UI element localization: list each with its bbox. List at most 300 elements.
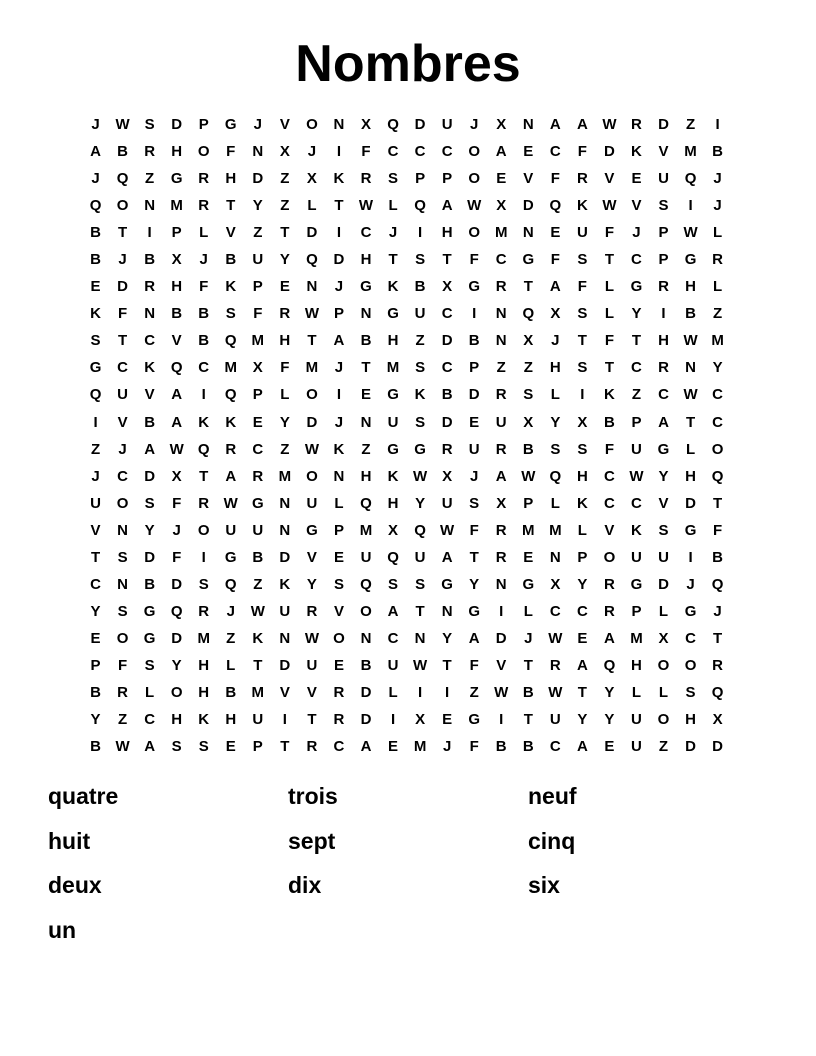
grid-letter: D — [252, 170, 264, 188]
grid-letter: A — [171, 413, 183, 431]
grid-letter: Q — [711, 467, 724, 485]
grid-letter: R — [495, 440, 507, 458]
grid-letter: H — [171, 711, 183, 729]
grid-letter: E — [360, 386, 371, 404]
grid-letter: N — [333, 116, 345, 134]
grid-letter: Z — [713, 305, 723, 323]
grid-letter: T — [415, 602, 425, 620]
grid-letter: A — [495, 143, 507, 161]
grid-letter: J — [334, 359, 344, 377]
grid-letter: S — [90, 332, 101, 350]
grid-letter: T — [523, 278, 533, 296]
grid-letter: H — [171, 278, 183, 296]
grid-letter: Y — [577, 575, 588, 593]
grid-letter: X — [415, 711, 426, 729]
grid-letter: A — [495, 467, 507, 485]
grid-letter: X — [523, 413, 534, 431]
grid-letter: E — [388, 738, 399, 756]
grid-letter: A — [333, 332, 345, 350]
grid-letter: U — [387, 656, 399, 674]
grid-letter: W — [602, 197, 617, 215]
grid-letter: Y — [90, 602, 101, 620]
grid-letter: N — [144, 305, 156, 323]
grid-letter: U — [441, 116, 453, 134]
grid-letter: H — [279, 332, 291, 350]
grid-letter: Z — [658, 738, 669, 756]
grid-letter: H — [685, 467, 696, 485]
grid-letter: H — [685, 711, 696, 729]
grid-letter: C — [549, 602, 561, 620]
grid-letter: B — [414, 278, 426, 296]
grid-letter: P — [631, 602, 642, 620]
word-list-item: quatre — [48, 783, 119, 809]
grid-letter: S — [550, 440, 561, 458]
grid-letter: A — [576, 738, 588, 756]
grid-letter: F — [550, 170, 560, 188]
grid-letter: M — [251, 332, 265, 350]
grid-letter: H — [225, 170, 237, 188]
grid-letter: C — [712, 413, 724, 431]
grid-letter: R — [306, 602, 318, 620]
grid-letter: Y — [604, 711, 615, 729]
grid-letter: J — [91, 467, 100, 485]
grid-letter: H — [198, 684, 210, 701]
grid-letter: A — [576, 116, 588, 134]
grid-letter: X — [360, 116, 371, 134]
grid-letter: S — [415, 575, 426, 593]
grid-letter: C — [117, 467, 128, 485]
grid-letter: J — [199, 251, 208, 269]
grid-letter: X — [712, 711, 723, 729]
grid-letter: C — [252, 440, 264, 458]
grid-letter: N — [495, 575, 507, 593]
grid-letter: H — [360, 251, 372, 269]
grid-letter: J — [91, 170, 100, 188]
grid-letter: N — [495, 332, 507, 350]
grid-letter: N — [306, 278, 318, 296]
grid-letter: F — [469, 251, 479, 269]
grid-letter: Q — [387, 548, 399, 566]
grid-letter: C — [144, 711, 156, 729]
grid-letter: F — [117, 656, 128, 674]
grid-letter: B — [144, 575, 156, 593]
grid-letter: R — [252, 467, 264, 485]
grid-letter: X — [279, 143, 290, 161]
grid-letter: P — [658, 224, 669, 242]
grid-letter: D — [414, 116, 426, 134]
grid-letter: U — [306, 656, 318, 674]
grid-letter: G — [251, 494, 264, 512]
grid-letter: L — [523, 602, 533, 620]
grid-letter: C — [441, 143, 453, 161]
grid-letter: D — [441, 413, 453, 431]
grid-letter: U — [631, 711, 642, 729]
grid-letter: R — [495, 278, 507, 296]
grid-letter: K — [603, 386, 615, 404]
grid-letter: J — [226, 602, 235, 620]
grid-letter: W — [602, 116, 617, 134]
grid-letter: U — [549, 711, 561, 729]
grid-letter: T — [469, 548, 479, 566]
grid-letter: F — [469, 521, 479, 539]
grid-letter: Q — [89, 197, 102, 215]
grid-letter: G — [522, 575, 535, 593]
grid-letter: C — [333, 738, 345, 756]
grid-letter: T — [280, 738, 290, 756]
grid-letter: U — [441, 494, 453, 512]
grid-letter: Q — [603, 656, 616, 674]
grid-letter: H — [631, 656, 642, 674]
grid-letter: M — [359, 521, 373, 539]
grid-letter: I — [661, 305, 666, 323]
grid-letter: L — [631, 684, 642, 701]
grid-letter: G — [684, 251, 697, 269]
grid-letter: X — [496, 197, 507, 215]
grid-letter: S — [577, 305, 588, 323]
grid-letter: W — [413, 656, 428, 674]
grid-letter: M — [224, 359, 237, 377]
grid-letter: K — [631, 143, 642, 161]
grid-letter: R — [198, 170, 210, 188]
grid-letter: O — [603, 548, 616, 566]
grid-letter: B — [522, 684, 534, 701]
grid-letter: Q — [549, 467, 562, 485]
grid-letter: Q — [387, 116, 399, 134]
grid-letter: J — [172, 521, 181, 539]
grid-letter: G — [657, 440, 670, 458]
grid-letter: G — [441, 575, 453, 593]
grid-letter: M — [711, 332, 724, 350]
grid-letter: K — [333, 170, 345, 188]
grid-letter: G — [143, 602, 156, 620]
grid-letter: G — [387, 386, 399, 404]
page-title: Nombres — [295, 35, 521, 93]
grid-letter: X — [550, 305, 561, 323]
grid-letter: K — [144, 359, 156, 377]
grid-letter: A — [549, 278, 561, 296]
grid-letter: B — [90, 224, 101, 242]
grid-letter: N — [117, 575, 128, 593]
grid-letter: A — [658, 413, 669, 431]
word-list-item: cinq — [528, 827, 576, 854]
grid-letter: J — [118, 440, 127, 458]
grid-letter: H — [658, 332, 669, 350]
grid-letter: R — [144, 278, 156, 296]
grid-letter: I — [418, 684, 423, 701]
grid-letter: Q — [170, 602, 183, 620]
grid-letter: L — [577, 521, 587, 539]
grid-letter: V — [279, 116, 290, 134]
grid-letter: B — [198, 332, 210, 350]
grid-letter: J — [307, 143, 317, 161]
grid-letter: A — [387, 602, 399, 620]
grid-letter: K — [576, 494, 588, 512]
grid-letter: R — [603, 575, 615, 593]
grid-letter: R — [279, 305, 291, 323]
grid-letter: R — [198, 197, 210, 215]
grid-letter: L — [685, 440, 696, 458]
grid-letter: W — [169, 440, 184, 458]
grid-letter: D — [603, 143, 615, 161]
grid-letter: Q — [684, 170, 697, 188]
grid-letter: D — [441, 332, 453, 350]
grid-letter: A — [468, 629, 480, 647]
grid-letter: X — [171, 251, 182, 269]
grid-letter: C — [387, 143, 399, 161]
word-list-item: huit — [48, 827, 91, 854]
grid-letter: B — [117, 143, 128, 161]
grid-letter: Y — [469, 575, 480, 593]
grid-letter: M — [386, 359, 400, 377]
grid-letter: Z — [280, 170, 290, 188]
grid-letter: N — [685, 359, 696, 377]
grid-letter: L — [604, 305, 614, 323]
grid-letter: B — [360, 656, 372, 674]
grid-letter: U — [414, 305, 426, 323]
grid-letter: M — [413, 738, 427, 756]
grid-letter: M — [170, 197, 183, 215]
grid-letter: P — [252, 386, 263, 404]
grid-letter: X — [442, 278, 453, 296]
grid-letter: S — [685, 684, 696, 701]
grid-letter: S — [198, 575, 209, 593]
grid-letter: N — [333, 467, 345, 485]
grid-letter: S — [117, 548, 128, 566]
grid-letter: L — [280, 386, 290, 404]
grid-letter: I — [336, 224, 342, 242]
grid-letter: B — [441, 386, 453, 404]
grid-letter: Z — [117, 711, 128, 729]
grid-letter: U — [90, 494, 101, 512]
grid-letter: D — [333, 251, 345, 269]
grid-letter: J — [686, 575, 695, 593]
grid-letter: W — [629, 467, 644, 485]
grid-letter: X — [171, 467, 182, 485]
grid-letter: G — [684, 521, 697, 539]
grid-letter: A — [603, 629, 615, 647]
grid-letter: A — [576, 656, 588, 674]
grid-letter: K — [198, 413, 210, 431]
grid-letter: C — [576, 602, 588, 620]
grid-letter: M — [494, 224, 508, 242]
grid-letter: W — [250, 602, 265, 620]
grid-letter: I — [715, 116, 720, 134]
word-list-item: six — [528, 872, 560, 898]
grid-letter: R — [712, 251, 724, 269]
grid-letter: E — [604, 738, 615, 756]
grid-letter: B — [90, 684, 101, 701]
grid-letter: V — [631, 197, 642, 215]
grid-letter: N — [279, 494, 291, 512]
grid-letter: P — [415, 170, 426, 188]
grid-letter: W — [521, 467, 536, 485]
grid-letter: K — [252, 629, 264, 647]
grid-letter: O — [333, 629, 345, 647]
grid-letter: I — [445, 684, 450, 701]
grid-letter: V — [279, 684, 290, 701]
grid-letter: R — [576, 170, 588, 188]
grid-letter: R — [360, 170, 372, 188]
grid-letter: H — [685, 278, 696, 296]
grid-letter: Q — [711, 684, 724, 701]
grid-letter: K — [225, 413, 237, 431]
grid-letter: Y — [658, 467, 669, 485]
grid-letter: G — [143, 629, 156, 647]
grid-letter: F — [713, 521, 723, 539]
grid-letter: V — [306, 684, 317, 701]
grid-letter: X — [442, 467, 453, 485]
grid-letter: T — [334, 197, 344, 215]
grid-letter: T — [604, 359, 614, 377]
grid-letter: I — [147, 224, 152, 242]
grid-letter: K — [631, 521, 642, 539]
grid-letter: S — [658, 197, 669, 215]
grid-letter: Q — [522, 305, 535, 323]
grid-letter: Y — [279, 413, 290, 431]
grid-letter: B — [198, 305, 210, 323]
grid-letter: G — [387, 440, 399, 458]
grid-letter: C — [631, 251, 642, 269]
grid-letter: U — [658, 170, 669, 188]
grid-letter: N — [252, 143, 264, 161]
grid-letter: N — [522, 224, 534, 242]
grid-letter: W — [115, 116, 130, 134]
grid-letter: J — [91, 116, 100, 134]
grid-letter: O — [197, 521, 210, 539]
grid-letter: F — [550, 251, 560, 269]
grid-letter: L — [713, 224, 723, 242]
grid-letter: J — [713, 170, 722, 188]
grid-letter: X — [523, 332, 534, 350]
grid-letter: I — [201, 386, 206, 404]
grid-letter: K — [414, 386, 426, 404]
grid-letter: L — [334, 494, 344, 512]
grid-letter: J — [334, 278, 344, 296]
grid-letter: C — [631, 359, 642, 377]
grid-letter: H — [360, 467, 372, 485]
grid-letter: U — [631, 548, 642, 566]
grid-letter: R — [333, 684, 345, 701]
grid-letter: F — [361, 143, 371, 161]
grid-letter: F — [469, 738, 479, 756]
grid-letter: L — [713, 278, 723, 296]
grid-letter: J — [713, 197, 722, 215]
grid-letter: T — [90, 548, 101, 566]
grid-letter: Q — [360, 575, 372, 593]
grid-letter: K — [576, 197, 588, 215]
grid-letter: R — [198, 494, 210, 512]
grid-letter: H — [387, 332, 399, 350]
grid-letter: S — [469, 494, 480, 512]
grid-letter: T — [117, 224, 128, 242]
grid-letter: I — [201, 548, 206, 566]
grid-letter: G — [468, 711, 481, 729]
grid-letter: S — [171, 738, 182, 756]
grid-letter: Y — [144, 521, 155, 539]
grid-letter: J — [118, 251, 127, 269]
grid-letter: P — [171, 224, 182, 242]
grid-letter: Z — [685, 116, 696, 134]
grid-letter: U — [576, 224, 588, 242]
grid-letter: F — [253, 305, 263, 323]
grid-letter: E — [252, 413, 263, 431]
grid-letter: C — [414, 143, 426, 161]
grid-letter: V — [658, 494, 669, 512]
grid-letter: F — [226, 143, 236, 161]
grid-letter: S — [415, 251, 426, 269]
grid-letter: K — [333, 440, 345, 458]
grid-letter: I — [580, 386, 585, 404]
grid-letter: B — [252, 548, 264, 566]
word-list-item: neuf — [528, 783, 577, 809]
grid-letter: Z — [496, 359, 506, 377]
grid-letter: E — [333, 656, 344, 674]
grid-letter: A — [441, 197, 453, 215]
grid-letter: E — [523, 548, 534, 566]
grid-letter: W — [304, 305, 319, 323]
grid-letter: Y — [171, 656, 182, 674]
grid-letter: S — [577, 251, 588, 269]
grid-letter: L — [388, 197, 398, 215]
grid-letter: P — [252, 278, 263, 296]
grid-letter: E — [496, 170, 507, 188]
letter-grid — [82, 111, 732, 760]
grid-letter: D — [522, 197, 534, 215]
grid-letter: M — [278, 467, 292, 485]
word-list-item: un — [48, 916, 77, 943]
grid-letter: T — [361, 359, 371, 377]
grid-letter: D — [495, 629, 507, 647]
grid-letter: F — [577, 143, 587, 161]
grid-letter: U — [468, 440, 480, 458]
grid-letter: Z — [280, 197, 290, 215]
grid-letter: C — [603, 467, 615, 485]
grid-letter: T — [713, 629, 723, 647]
grid-letter: L — [604, 278, 614, 296]
grid-letter: R — [495, 521, 507, 539]
grid-letter: D — [306, 413, 318, 431]
grid-letter: D — [712, 738, 724, 756]
grid-letter: Q — [306, 251, 318, 269]
grid-letter: U — [658, 548, 669, 566]
grid-letter: X — [577, 413, 588, 431]
grid-letter: H — [198, 656, 210, 674]
grid-letter: N — [441, 602, 453, 620]
grid-letter: E — [333, 548, 344, 566]
grid-letter: Y — [631, 305, 642, 323]
grid-letter: S — [523, 386, 534, 404]
grid-letter: C — [549, 143, 561, 161]
grid-letter: N — [549, 548, 561, 566]
grid-letter: T — [577, 332, 587, 350]
grid-letter: F — [172, 494, 182, 512]
grid-letter: M — [251, 684, 265, 701]
word-list-item: dix — [288, 872, 322, 898]
grid-letter: B — [712, 143, 724, 161]
grid-letter: N — [495, 305, 507, 323]
grid-letter: Y — [252, 197, 263, 215]
grid-letter: E — [279, 278, 290, 296]
grid-letter: E — [90, 278, 101, 296]
grid-letter: Z — [253, 224, 263, 242]
grid-letter: Q — [116, 170, 129, 188]
grid-letter: U — [306, 494, 318, 512]
grid-letter: H — [576, 467, 588, 485]
grid-letter: Q — [89, 386, 102, 404]
grid-letter: R — [603, 602, 615, 620]
grid-letter: J — [713, 602, 722, 620]
grid-letter: F — [604, 332, 614, 350]
